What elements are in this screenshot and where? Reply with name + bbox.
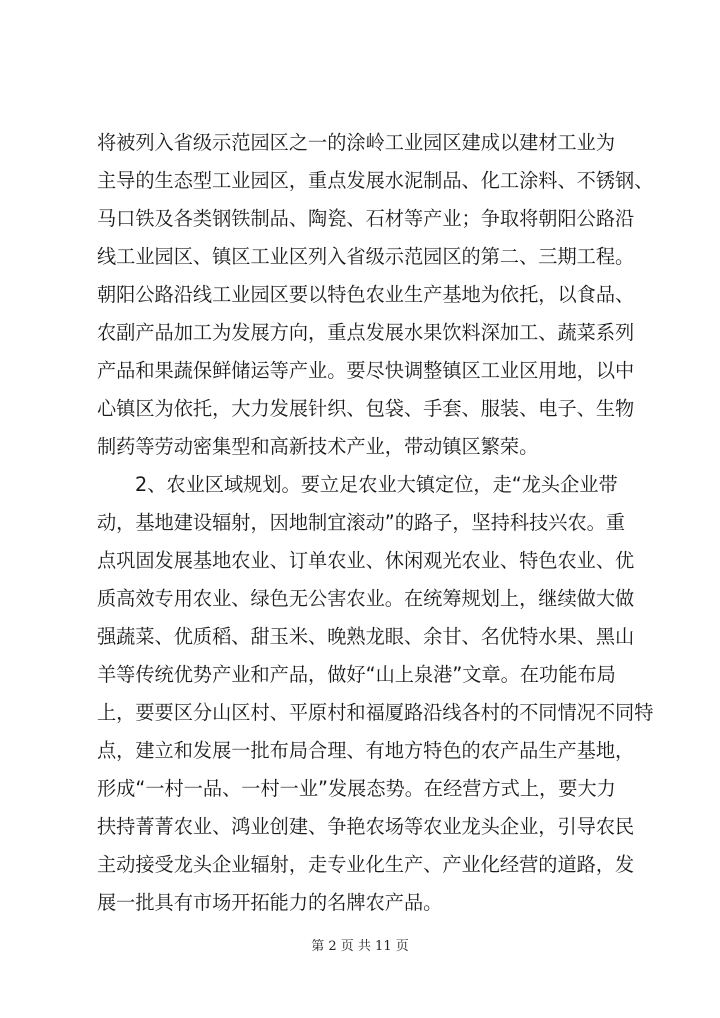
- text-line-14: 强蔬菜、优质稻、甜玉米、晚熟龙眼、余甘、名优特水果、黑山: [97, 625, 635, 648]
- text-line-19: 扶持菁菁农业、鸿业创建、争艳农场等农业龙头企业，引导农民: [97, 815, 635, 838]
- page-number-footer: 第 2 页 共 11 页: [311, 939, 409, 954]
- text-line-21: 展一批具有市场开拓能力的名牌农产品。: [97, 891, 443, 914]
- text-line-16: 上，要要区分山区村、平原村和福厦路沿线各村的不同情况不同特: [97, 701, 654, 724]
- text-line-7: 产品和果蔬保鲜储运等产业。要尽快调整镇区工业区用地，以中: [97, 359, 635, 382]
- text-line-20: 主动接受龙头企业辐射，走专业化生产、产业化经营的道路，发: [97, 853, 635, 876]
- text-line-17: 点，建立和发展一批布局合理、有地方特色的农产品生产基地，: [97, 739, 635, 762]
- text-line-13: 质高效专用农业、绿色无公害农业。在统筹规划上，继续做大做: [97, 587, 635, 610]
- text-line-8: 心镇区为依托，大力发展针织、包袋、手套、服装、电子、生物: [97, 397, 635, 420]
- text-line-15: 羊等传统优势产业和产品，做好“山上泉港”文章。在功能布局: [97, 663, 616, 686]
- text-line-11: 动，基地建设辐射，因地制宜滚动”的路子，坚持科技兴农。重: [97, 511, 626, 534]
- text-line-4: 线工业园区、镇区工业区列入省级示范园区的第二、三期工程。: [97, 245, 635, 268]
- text-line-3: 马口铁及各类钢铁制品、陶瓷、石材等产业；争取将朝阳公路沿: [97, 207, 635, 230]
- text-line-12: 点巩固发展基地农业、订单农业、休闲观光农业、特色农业、优: [97, 549, 635, 572]
- text-line-5: 朝阳公路沿线工业园区要以特色农业生产基地为依托，以食品、: [97, 283, 635, 306]
- text-line-18: 形成“一村一品、一村一业”发展态势。在经营方式上，要大力: [97, 777, 616, 800]
- text-line-6: 农副产品加工为发展方向，重点发展水果饮料深加工、蔬菜系列: [97, 321, 635, 344]
- text-line-10: 2、农业区域规划。要立足农业大镇定位，走“龙头企业带: [135, 473, 618, 496]
- text-line-2: 主导的生态型工业园区，重点发展水泥制品、化工涂料、不锈钢、: [97, 169, 654, 192]
- text-line-9: 制药等劳动密集型和高新技术产业，带动镇区繁荣。: [97, 435, 539, 458]
- text-line-1: 将被列入省级示范园区之一的涂岭工业园区建成以建材工业为: [97, 131, 616, 154]
